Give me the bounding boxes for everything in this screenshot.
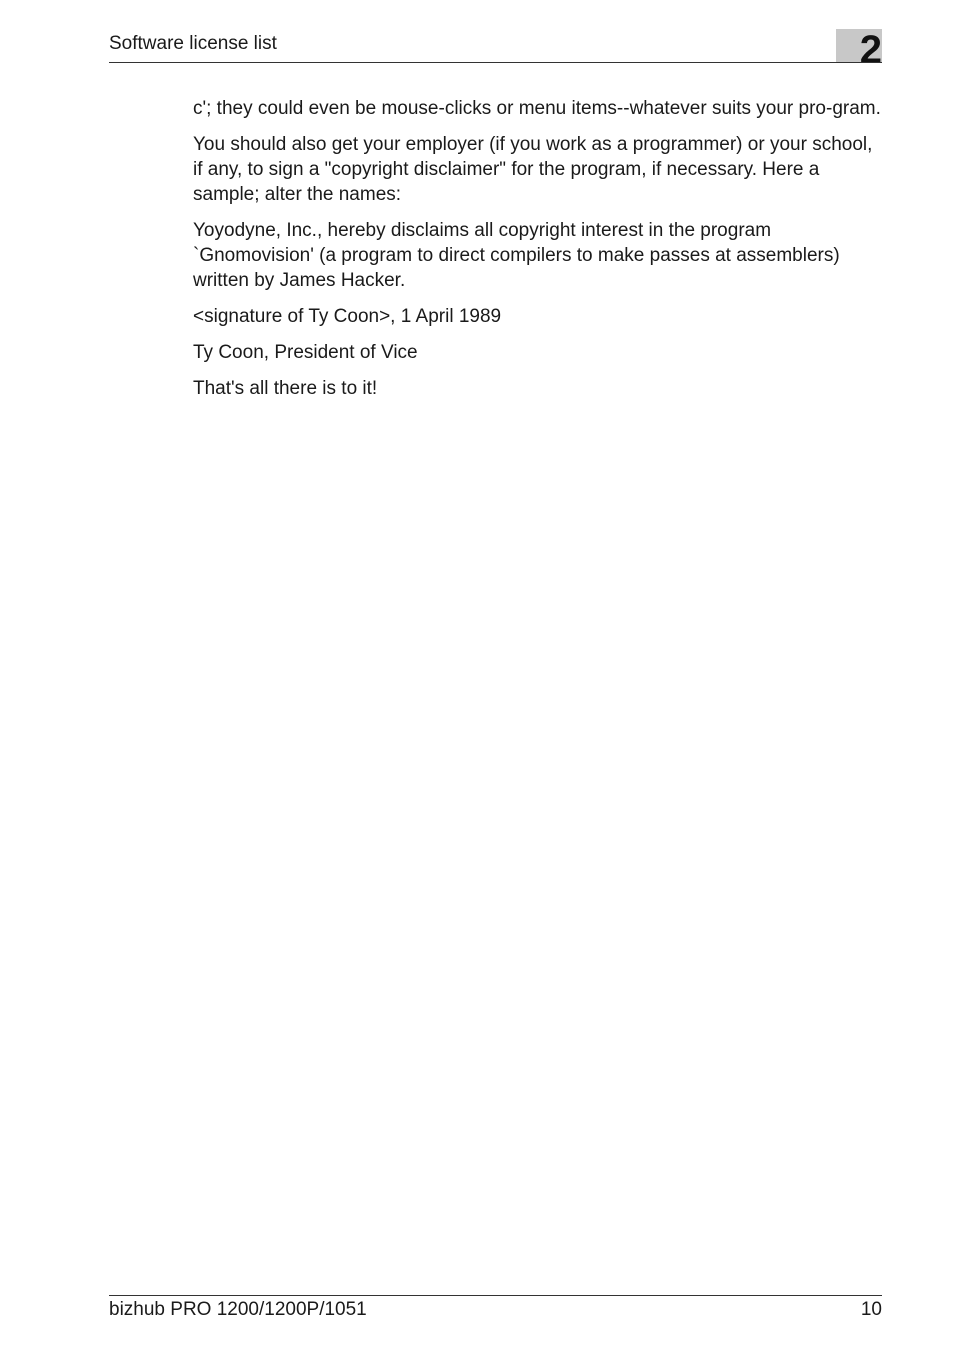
paragraph-signature: <signature of Ty Coon>, 1 April 1989 xyxy=(193,306,502,327)
chapter-tab xyxy=(836,28,882,72)
header-divider xyxy=(109,62,882,63)
paragraph-closing: That's all there is to it! xyxy=(193,378,378,399)
footer-product-name: bizhub PRO 1200/1200P/1051 xyxy=(109,1299,367,1320)
footer-divider xyxy=(109,1295,882,1296)
paragraph-continuation: c'; they could even be mouse-clicks or menu items--whatever suits your pro-gram. xyxy=(193,98,881,119)
chapter-number: 2 xyxy=(859,28,882,72)
paragraph-employer-disclaimer: You should also get your employer (if you work as a programmer) or your school, if any, to sign a "copyright disclaimer" for the program, if necessary. Here a sample; alter the names: xyxy=(193,134,873,205)
paragraph-sample-disclaimer: Yoyodyne, Inc., hereby disclaims all copyright interest in the program `Gnomovision' (a program to direct compilers to make passes at assemblers) written by James Hacker. xyxy=(193,220,840,291)
footer-page-number: 10 xyxy=(860,1299,882,1320)
page-body xyxy=(193,96,883,412)
paragraph-signatory: Ty Coon, President of Vice xyxy=(193,342,418,363)
running-header-title: Software license list xyxy=(109,33,277,54)
